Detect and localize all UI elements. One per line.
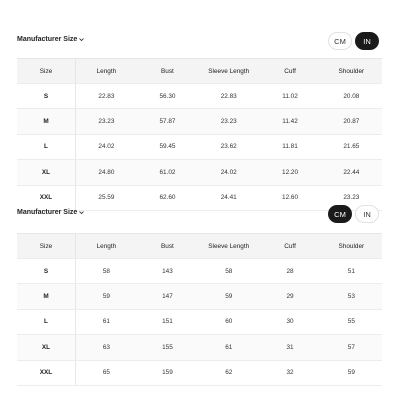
size-cell: XL (17, 335, 76, 360)
section-header (0, 30, 400, 54)
table-header-row (17, 59, 382, 84)
cuff-cell: 31 (259, 335, 320, 360)
length-cell: 61 (76, 309, 137, 334)
bust-cell: 143 (137, 259, 198, 284)
shoulder-cell: 59 (321, 360, 382, 385)
sleeve-length-cell: 61 (198, 335, 259, 360)
shoulder-cell: 53 (321, 284, 382, 309)
column-header-bust: Bust (137, 234, 198, 259)
sleeve-length-cell: 59 (198, 284, 259, 309)
bust-cell: 59.45 (137, 134, 198, 159)
manufacturer-size-label: Manufacturer Size (17, 209, 78, 216)
table-row (17, 84, 382, 109)
unit-cm-button[interactable]: CM (328, 205, 352, 223)
shoulder-cell: 22.44 (321, 160, 382, 185)
bust-cell: 151 (137, 309, 198, 334)
column-header-cuff: Cuff (259, 234, 320, 259)
cuff-cell: 29 (259, 284, 320, 309)
length-cell: 63 (76, 335, 137, 360)
length-cell: 25.59 (76, 185, 137, 210)
table-row (17, 109, 382, 134)
size-section-inches (0, 30, 400, 202)
cuff-cell: 12.20 (259, 160, 320, 185)
column-header-size: Size (17, 59, 76, 84)
shoulder-cell: 55 (321, 309, 382, 334)
size-cell: XXL (17, 185, 76, 210)
table-header-row (17, 234, 382, 259)
manufacturer-size-label: Manufacturer Size (17, 36, 78, 43)
length-cell: 58 (76, 259, 137, 284)
cuff-cell: 11.42 (259, 109, 320, 134)
size-table (17, 233, 382, 386)
sleeve-length-cell: 58 (198, 259, 259, 284)
size-cell: S (17, 84, 76, 109)
bust-cell: 155 (137, 335, 198, 360)
shoulder-cell: 20.87 (321, 109, 382, 134)
table-row (17, 309, 382, 334)
sleeve-length-cell: 23.62 (198, 134, 259, 159)
shoulder-cell: 51 (321, 259, 382, 284)
size-cell: S (17, 259, 76, 284)
size-cell: XXL (17, 360, 76, 385)
sleeve-length-cell: 23.23 (198, 109, 259, 134)
column-header-size: Size (17, 234, 76, 259)
length-cell: 24.02 (76, 134, 137, 159)
sleeve-length-cell: 24.02 (198, 160, 259, 185)
length-cell: 59 (76, 284, 137, 309)
bust-cell: 147 (137, 284, 198, 309)
column-header-sleeve-length: Sleeve Length (198, 234, 259, 259)
shoulder-cell: 23.23 (321, 185, 382, 210)
section-header (0, 203, 400, 227)
sleeve-length-cell: 60 (198, 309, 259, 334)
size-section-centimeters (0, 203, 400, 377)
chevron-down-icon (79, 37, 84, 42)
size-table (17, 58, 382, 211)
bust-cell: 159 (137, 360, 198, 385)
cuff-cell: 12.60 (259, 185, 320, 210)
bust-cell: 62.60 (137, 185, 198, 210)
sleeve-length-cell: 24.41 (198, 185, 259, 210)
column-header-shoulder: Shoulder (321, 59, 382, 84)
size-cell: L (17, 134, 76, 159)
length-cell: 22.83 (76, 84, 137, 109)
table-row (17, 335, 382, 360)
shoulder-cell: 21.65 (321, 134, 382, 159)
unit-in-button[interactable]: IN (355, 205, 379, 223)
bust-cell: 57.87 (137, 109, 198, 134)
cuff-cell: 11.02 (259, 84, 320, 109)
unit-toggle (328, 32, 379, 50)
length-cell: 24.80 (76, 160, 137, 185)
bust-cell: 61.02 (137, 160, 198, 185)
manufacturer-size-dropdown[interactable] (17, 209, 84, 216)
shoulder-cell: 20.08 (321, 84, 382, 109)
size-cell: L (17, 309, 76, 334)
cuff-cell: 28 (259, 259, 320, 284)
table-row (17, 360, 382, 385)
cuff-cell: 32 (259, 360, 320, 385)
cuff-cell: 11.81 (259, 134, 320, 159)
length-cell: 23.23 (76, 109, 137, 134)
unit-in-button[interactable]: IN (355, 32, 379, 50)
sleeve-length-cell: 62 (198, 360, 259, 385)
manufacturer-size-dropdown[interactable] (17, 36, 84, 43)
length-cell: 65 (76, 360, 137, 385)
table-row (17, 284, 382, 309)
cuff-cell: 30 (259, 309, 320, 334)
column-header-length: Length (76, 234, 137, 259)
column-header-shoulder: Shoulder (321, 234, 382, 259)
shoulder-cell: 57 (321, 335, 382, 360)
bust-cell: 56.30 (137, 84, 198, 109)
column-header-sleeve-length: Sleeve Length (198, 59, 259, 84)
size-cell: XL (17, 160, 76, 185)
size-cell: M (17, 109, 76, 134)
chevron-down-icon (79, 210, 84, 215)
unit-toggle (328, 205, 379, 223)
size-cell: M (17, 284, 76, 309)
column-header-length: Length (76, 59, 137, 84)
sleeve-length-cell: 22.83 (198, 84, 259, 109)
table-row (17, 160, 382, 185)
column-header-cuff: Cuff (259, 59, 320, 84)
table-row (17, 134, 382, 159)
table-row (17, 259, 382, 284)
unit-cm-button[interactable]: CM (328, 32, 352, 50)
column-header-bust: Bust (137, 59, 198, 84)
